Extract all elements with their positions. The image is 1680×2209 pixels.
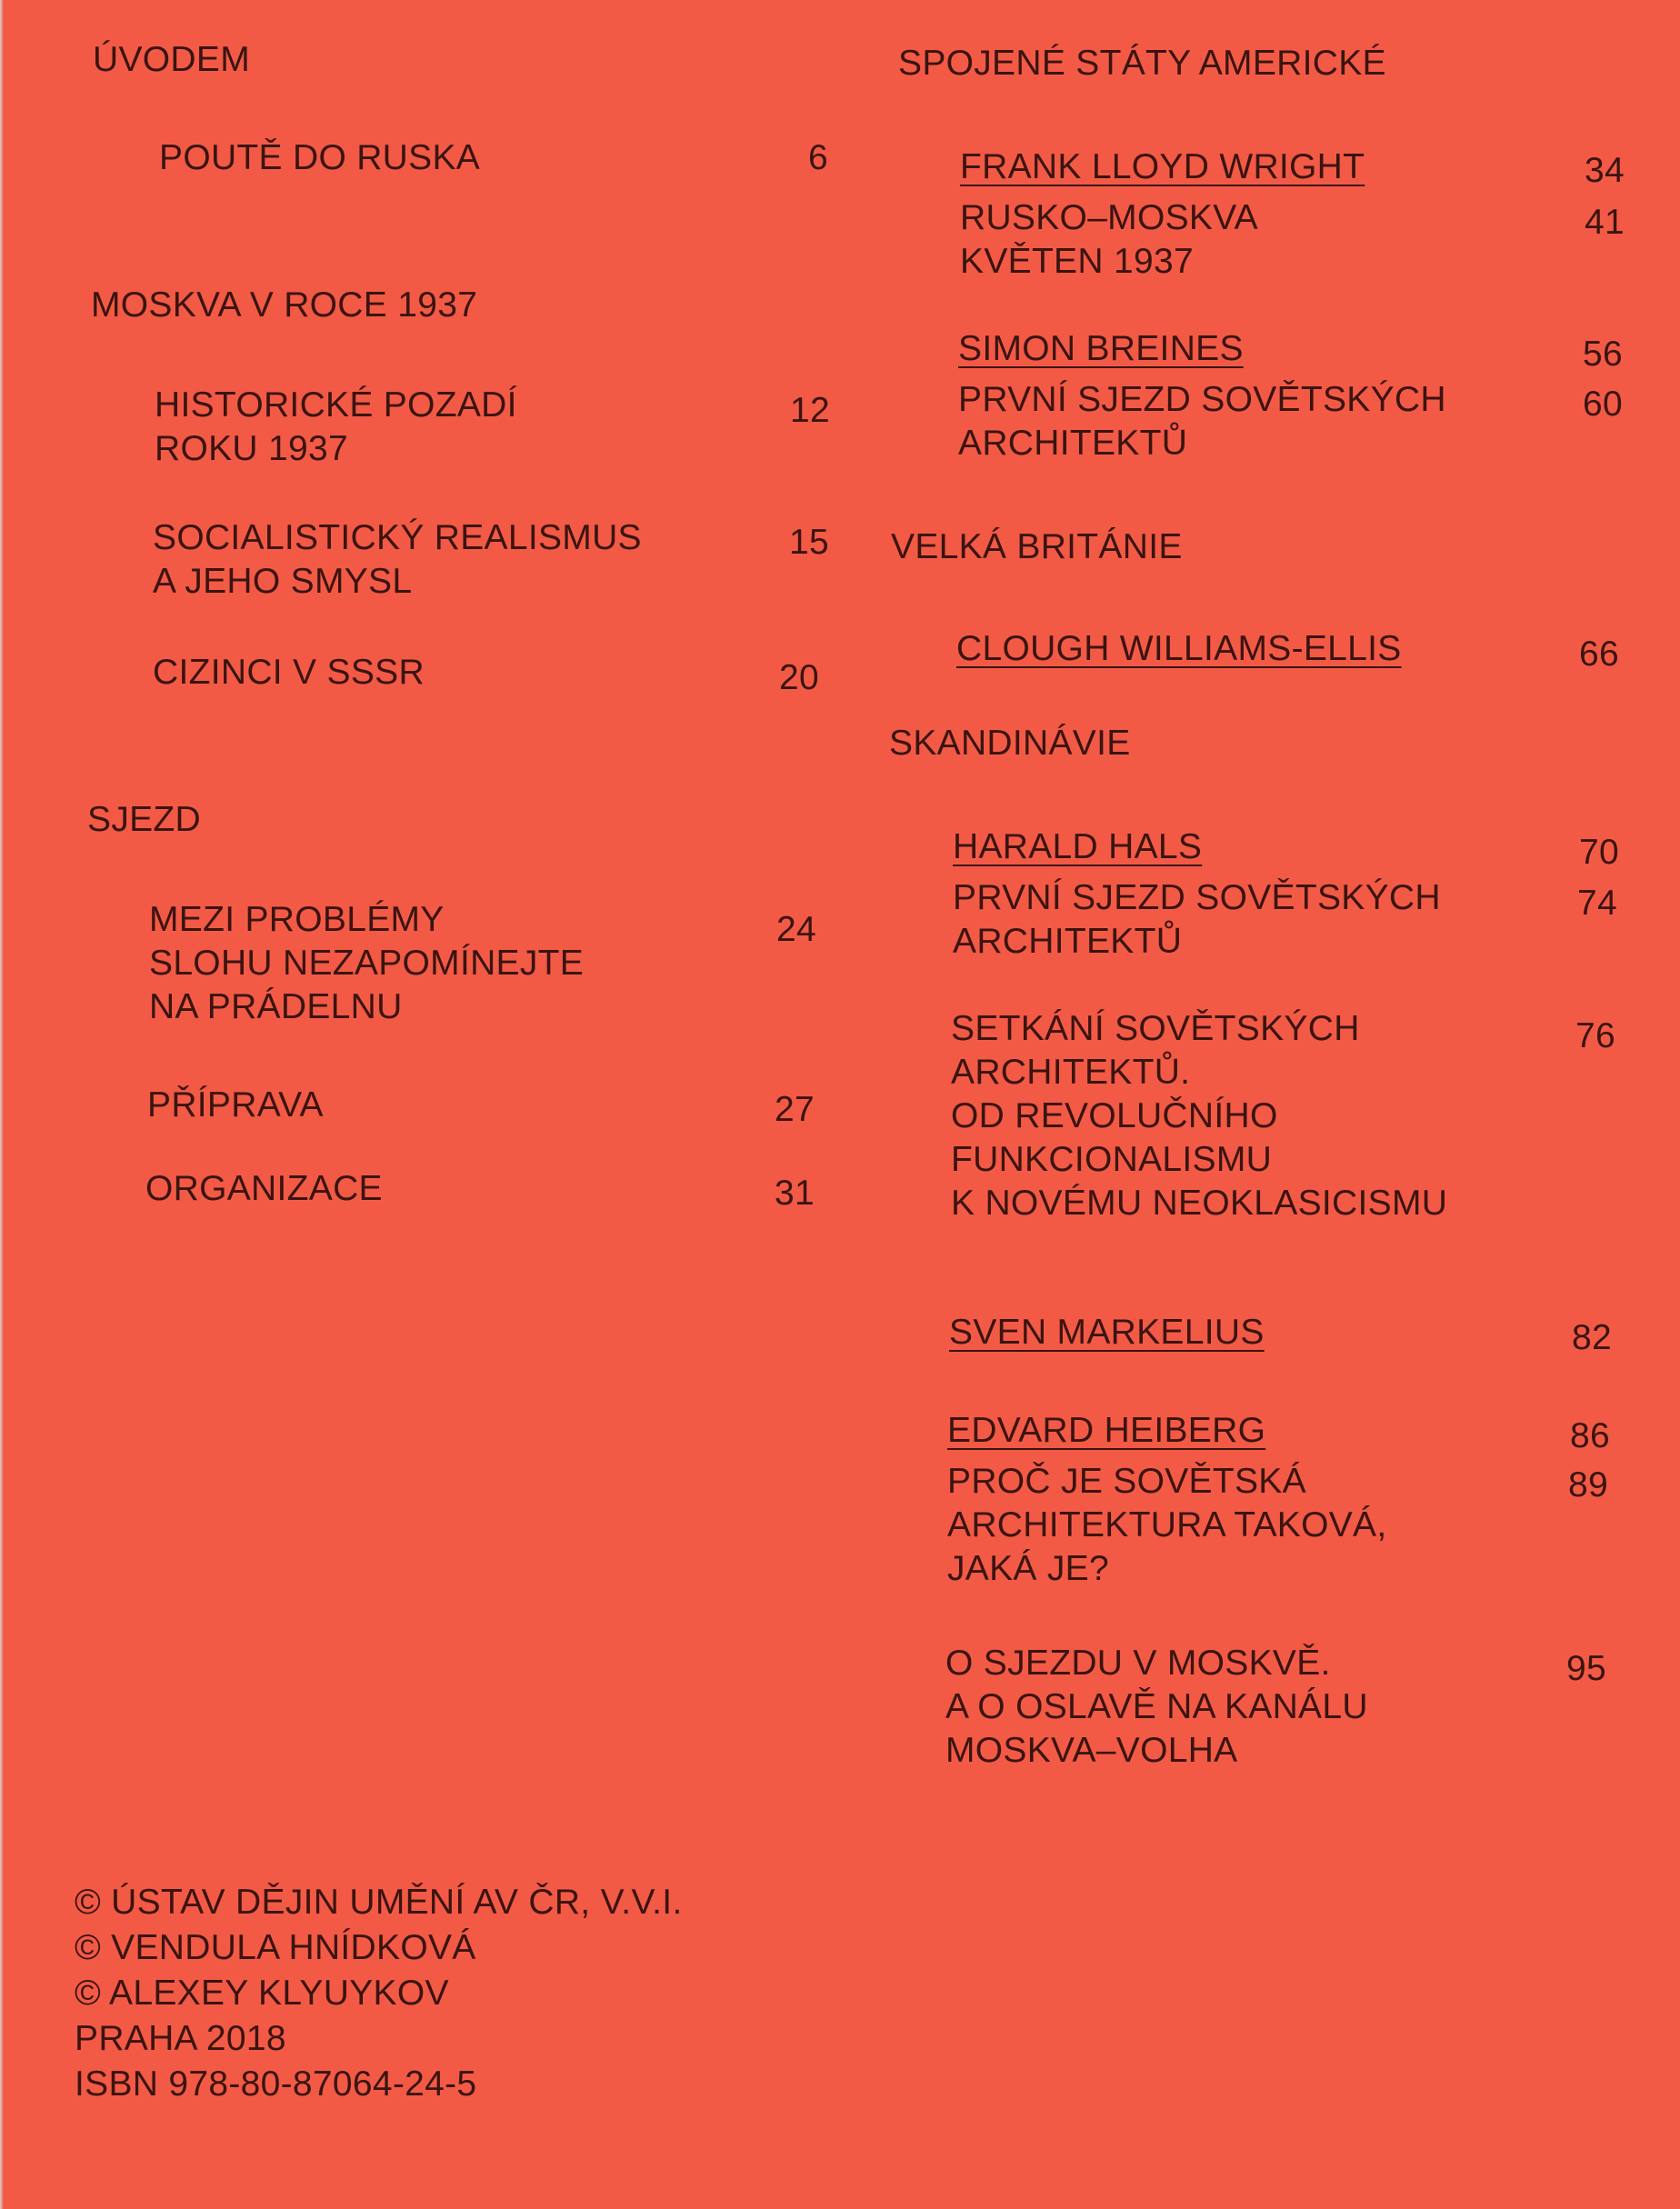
toc-entry-organizace[interactable]: ORGANIZACE: [145, 1169, 383, 1208]
page-number: 89: [1568, 1465, 1608, 1504]
page-number: 74: [1577, 884, 1617, 923]
toc-entry-setkani-sovetskych[interactable]: SETKÁNÍ SOVĚTSKÝCH ARCHITEKTŮ. OD REVOLUČNÍHO FUNKCIONALISMU K NOVÉMU NEOKLASICISMU: [951, 1009, 1448, 1223]
author-harald-hals[interactable]: HARALD HALS: [953, 827, 1203, 866]
copyright-author-1: © VENDULA HNÍDKOVÁ: [75, 1928, 476, 1967]
copyright-author-2: © ALEXEY KLYUYKOV: [75, 1974, 449, 2013]
page-number: 20: [779, 658, 819, 697]
page-number: 86: [1570, 1416, 1610, 1455]
author-frank-lloyd-wright[interactable]: FRANK LLOYD WRIGHT: [960, 147, 1365, 186]
page-number: 24: [776, 910, 816, 949]
author-simon-breines[interactable]: SIMON BREINES: [958, 329, 1244, 368]
toc-entry-poute-do-ruska[interactable]: POUTĚ DO RUSKA: [159, 138, 481, 177]
page-number: 70: [1579, 833, 1619, 872]
section-heading-uk: VELKÁ BRITÁNIE: [891, 527, 1183, 566]
toc-entry-mezi-problemy[interactable]: MEZI PROBLÉMY SLOHU NEZAPOMÍNEJTE NA PRÁDELNU: [149, 900, 585, 1026]
page-number: 82: [1572, 1318, 1612, 1357]
section-heading-sjezd: SJEZD: [87, 800, 202, 839]
toc-entry-o-sjezdu-v-moskve[interactable]: O SJEZDU V MOSKVĚ. A O OSLAVĚ NA KANÁLU MOSKVA–VOLHA: [945, 1644, 1368, 1770]
colophon: [75, 1880, 683, 2107]
section-heading-usa: SPOJENÉ STÁTY AMERICKÉ: [898, 44, 1386, 83]
author-sven-markelius[interactable]: SVEN MARKELIUS: [949, 1313, 1265, 1352]
page-number: 34: [1585, 151, 1625, 190]
page-number: 41: [1585, 203, 1625, 242]
toc-entry-prvni-sjezd-hals[interactable]: PRVNÍ SJEZD SOVĚTSKÝCH ARCHITEKTŮ: [953, 878, 1441, 961]
copyright-institute: © ÚSTAV DĚJIN UMĚNÍ AV ČR, V.V.I.: [75, 1883, 683, 1922]
section-heading-moskva: MOSKVA V ROCE 1937: [91, 285, 478, 325]
toc-entry-proc-je-sovetska[interactable]: PROČ JE SOVĚTSKÁ ARCHITEKTURA TAKOVÁ, JAKÁ JE?: [947, 1462, 1387, 1588]
author-edvard-heiberg[interactable]: EDVARD HEIBERG: [947, 1411, 1266, 1450]
publication-place-year: PRAHA 2018: [75, 2019, 286, 2058]
page-number: 15: [789, 523, 829, 562]
toc-entry-rusko-moskva[interactable]: RUSKO–MOSKVA KVĚTEN 1937: [960, 198, 1258, 281]
section-heading-skandinavie: SKANDINÁVIE: [889, 724, 1131, 763]
toc-entry-socialisticky-realismus[interactable]: SOCIALISTICKÝ REALISMUS A JEHO SMYSL: [153, 518, 642, 601]
author-clough-williams-ellis[interactable]: CLOUGH WILLIAMS-ELLIS: [956, 629, 1402, 668]
page-number: 27: [775, 1090, 815, 1129]
page-number: 56: [1583, 335, 1623, 374]
page-edge: [0, 0, 4, 2209]
page-number: 76: [1575, 1016, 1615, 1055]
toc-entry-priprava[interactable]: PŘÍPRAVA: [147, 1085, 324, 1124]
isbn: ISBN 978-80-87064-24-5: [75, 2064, 477, 2104]
page-number: 60: [1583, 385, 1623, 424]
toc-entry-historicke-pozadi[interactable]: HISTORICKÉ POZADÍ ROKU 1937: [155, 385, 517, 468]
toc-entry-prvni-sjezd-breines[interactable]: PRVNÍ SJEZD SOVĚTSKÝCH ARCHITEKTŮ: [958, 380, 1446, 463]
toc-entry-cizinci-v-sssr[interactable]: CIZINCI V SSSR: [153, 653, 425, 692]
page-number: 12: [790, 391, 830, 430]
page-number: 95: [1566, 1649, 1606, 1688]
section-heading-uvodem: ÚVODEM: [93, 40, 250, 79]
page-number: 31: [775, 1174, 815, 1213]
page-number: 6: [808, 138, 828, 177]
page-number: 66: [1579, 635, 1619, 674]
